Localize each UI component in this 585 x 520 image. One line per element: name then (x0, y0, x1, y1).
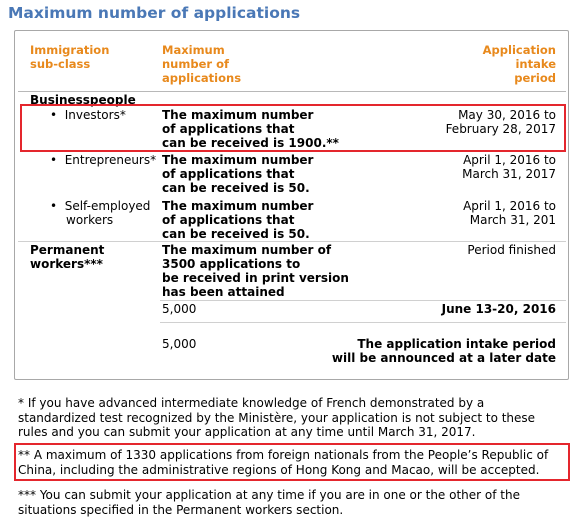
row-period-extra-2: The application intake period will be announced at a later date (331, 337, 556, 365)
row-period-self-employed: April 1, 2016 to March 31, 201 (463, 199, 556, 227)
row-label-investors: • Investors* (50, 108, 126, 122)
header-period: Application intake period (482, 43, 556, 85)
page-title: Maximum number of applications (8, 4, 301, 22)
header-subclass: Immigration sub-class (30, 43, 110, 71)
row-max-entrepreneurs: The maximum number of applications that can be received is 50. (162, 153, 314, 195)
row-label-self-employed: • Self-employed workers (50, 199, 151, 227)
row-max-self-employed: The maximum number of applications that can be received is 50. (162, 199, 314, 241)
row-max-permanent: The maximum number of 3500 applications to be received in print version has been attained (162, 243, 349, 299)
note-permanent: *** You can submit your application at any time if you are in one or the other of the situations specified in the Permanent workers section. (18, 488, 520, 517)
bullet-icon: • (50, 108, 65, 122)
row-divider (160, 322, 566, 323)
row-period-entrepreneurs: April 1, 2016 to March 31, 2017 (462, 153, 556, 181)
row-value-2: 5,000 (162, 337, 197, 351)
row-divider (160, 300, 566, 301)
header-maximum: Maximum number of applications (162, 43, 242, 85)
row-period-extra-1: June 13-20, 2016 (441, 302, 556, 316)
row-period-investors: May 30, 2016 to February 28, 2017 (445, 108, 556, 136)
note-china: ** A maximum of 1330 applications from foreign nationals from the People’s Republic of China, including the administrative regions of Hong Kong and Macao, will be accepted. (18, 448, 549, 477)
row-label-entrepreneurs: • Entrepreneurs* (50, 153, 157, 167)
row-max-investors: The maximum number of applications that can be received is 1900.** (162, 108, 339, 150)
row-value-1: 5,000 (162, 302, 197, 316)
row-period-permanent: Period finished (467, 243, 556, 257)
section-businesspeople: Businesspeople (30, 93, 136, 107)
header-divider (18, 91, 566, 92)
row-label-permanent: Permanent workers*** (30, 243, 105, 271)
bullet-icon: • (50, 199, 65, 213)
section-divider (18, 241, 566, 242)
bullet-icon: • (50, 153, 65, 167)
note-french: * If you have advanced intermediate knowledge of French demonstrated by a standardized test recognized by the Ministère, your application is not subject to these rules and you can submit your application at any time until March 31, 2017. (18, 396, 536, 439)
